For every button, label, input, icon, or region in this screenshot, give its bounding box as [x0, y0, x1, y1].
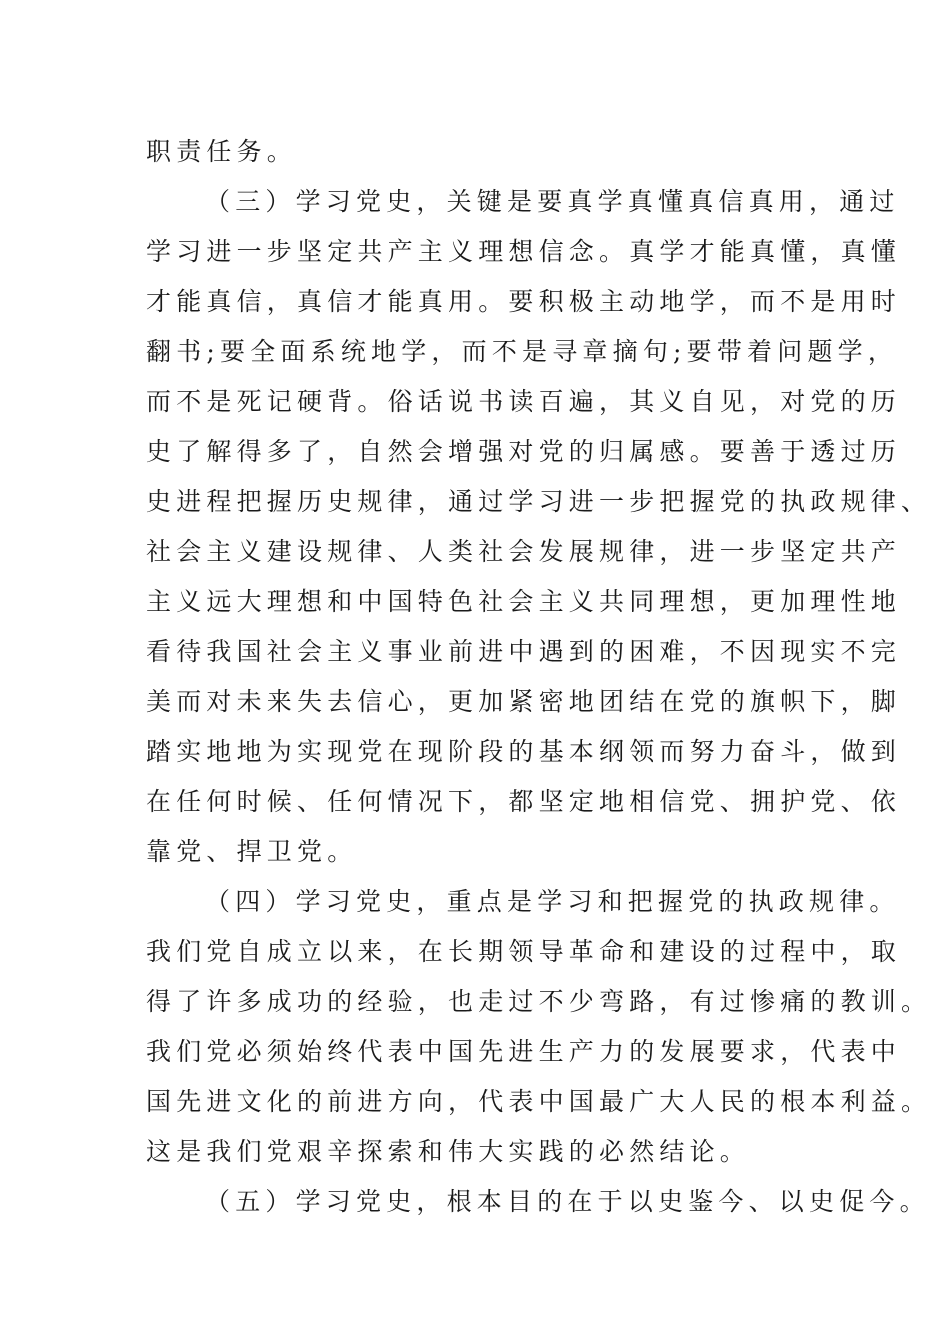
paragraph-heading-3: （三）学习党史，关键是要真学真懂真信真用，通过: [205, 187, 900, 216]
paragraph-heading-4: （四）学习党史，重点是学习和把握党的执政规律。: [205, 887, 900, 916]
text-line: 主义远大理想和中国特色社会主义共同理想，更加理性地: [146, 587, 902, 616]
text-line: 而不是死记硬背。俗话说书读百遍，其义自见，对党的历: [146, 387, 902, 416]
text-line: 这是我们党艰辛探索和伟大实践的必然结论。: [146, 1137, 751, 1166]
text-line: 职责任务。: [146, 137, 298, 166]
text-line: 学习进一步坚定共产主义理想信念。真学才能真懂，真懂: [146, 237, 902, 266]
text-line: 得了许多成功的经验，也走过不少弯路，有过惨痛的教训。: [146, 987, 932, 1016]
text-line: 我们党必须始终代表中国先进生产力的发展要求，代表中: [146, 1037, 902, 1066]
text-line: 社会主义建设规律、人类社会发展规律，进一步坚定共产: [146, 537, 902, 566]
text-line: 史进程把握历史规律，通过学习进一步把握党的执政规律、: [146, 487, 932, 516]
text-line: 美而对未来失去信心，更加紧密地团结在党的旗帜下，脚: [146, 687, 902, 716]
text-line: 翻书;要全面系统地学，而不是寻章摘句;要带着问题学，: [146, 337, 899, 366]
text-line: 才能真信，真信才能真用。要积极主动地学，而不是用时: [146, 287, 902, 316]
text-line: 靠党、捍卫党。: [146, 837, 358, 866]
text-line: 踏实地地为实现党在现阶段的基本纲领而努力奋斗，做到: [146, 737, 902, 766]
text-line: 国先进文化的前进方向，代表中国最广大人民的根本利益。: [146, 1087, 932, 1116]
text-line: 看待我国社会主义事业前进中遇到的困难，不因现实不完: [146, 637, 902, 666]
text-line: 我们党自成立以来，在长期领导革命和建设的过程中，取: [146, 937, 902, 966]
text-line: 在任何时候、任何情况下，都坚定地相信党、拥护党、依: [146, 787, 902, 816]
text-line: 史了解得多了，自然会增强对党的归属感。要善于透过历: [146, 437, 902, 466]
paragraph-heading-5: （五）学习党史，根本目的在于以史鉴今、以史促今。: [205, 1187, 930, 1216]
